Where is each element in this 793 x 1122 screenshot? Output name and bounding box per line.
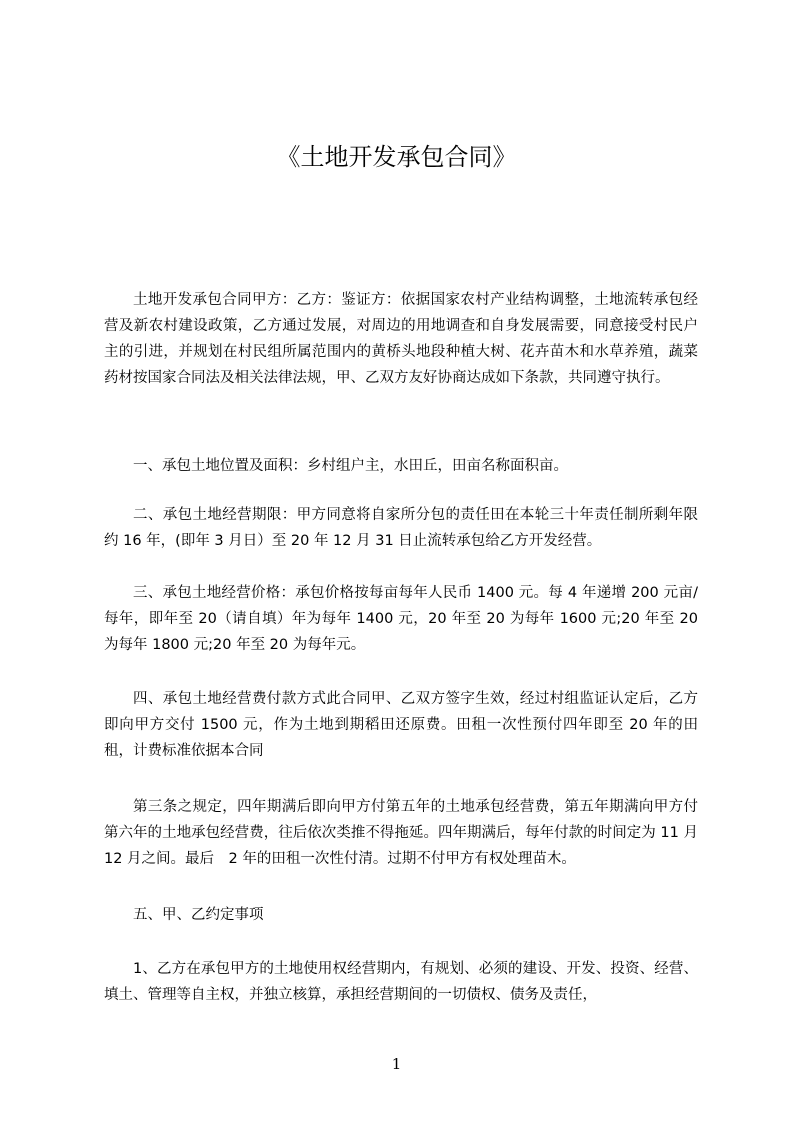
page-number: 1 xyxy=(391,1055,402,1073)
clause-3-price: 三、承包土地经营价格：承包价格按每亩每年人民币 1400 元。每 4 年递增 200 元亩/每年，即年至 20（请自填）年为每年 1400 元，20 年至 20 为每年 1600 元;20 年至 20 为每年 1800 元;20 年至 20 为每年元。 xyxy=(104,585,698,653)
clause-4-continued: 第三条之规定，四年期满后即向甲方付第五年的土地承包经营费，第五年期满向甲方付第六年的土地承包经营费，往后依次类推不得拖延。四年期满后，每年付款的时间定为 11 月 12 月之间。最后 2 年的田租一次性付清。过期不付甲方有权处理苗木。 xyxy=(104,799,698,867)
clause-1-location-area: 一、承包土地位置及面积：乡村组户主，水田丘，田亩名称面积亩。 xyxy=(133,458,568,474)
clause-5-item-1: 1、乙方在承包甲方的土地使用权经营期内，有规划、必须的建设、开发、投资、经营、填土、管理等自主权，并独立核算，承担经营期间的一切债权、债务及责任， xyxy=(104,961,698,1003)
clause-5-heading: 五、甲、乙约定事项 xyxy=(133,907,264,923)
clause-2-term: 二、承包土地经营期限：甲方同意将自家所分包的责任田在本轮三十年责任制所剩年限约 16 年，(即年 3 月日）至 20 年 12 月 31 日止流转承包给乙方开发经营。 xyxy=(104,507,698,549)
document-title: 《土地开发承包合同》 xyxy=(276,143,517,171)
preamble-paragraph: 土地开发承包合同甲方：乙方：鉴证方：依据国家农村产业结构调整，土地流转承包经营及新农村建设政策，乙方通过发展，对周边的用地调查和自身发展需要，同意接受村民户主的引进，并规划在村民组所属范围内的黄桥头地段种植大树、花卉苗木和水草养殖，蔬菜药材按国家合同法及相关法律法规，甲、乙双方友好协商达成如下条款，共同遵守执行。 xyxy=(104,292,698,386)
clause-4-payment: 四、承包土地经营费付款方式此合同甲、乙双方签字生效，经过村组监证认定后，乙方即向甲方交付 1500 元，作为土地到期稻田还原费。田租一次性预付四年即至 20 年的田租，计费标准依据本合同 xyxy=(104,691,698,759)
